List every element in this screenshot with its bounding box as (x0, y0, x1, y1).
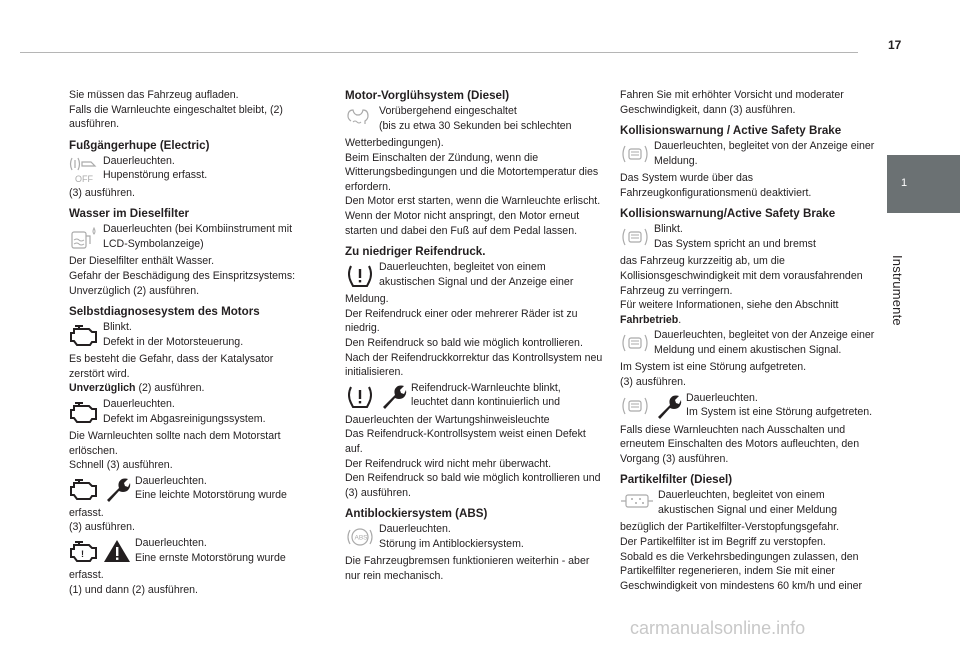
warning-entry (345, 381, 603, 501)
tyre-pressure-icon (345, 262, 375, 292)
text: Der Dieselfilter enthält Wasser. (69, 255, 215, 268)
collision-and-wrench-icons (620, 393, 682, 423)
page-number: 17 (888, 38, 902, 52)
column-1 (69, 88, 309, 597)
text: Den Reifendruck so bald wie möglich kontrollieren und (3) ausführen. (345, 472, 601, 499)
text: Nach der Reifendruckkorrektur das Kontrollsystem neu initialisieren. (345, 351, 603, 379)
text: Fahren Sie mit erhöhter Vorsicht und moderater Geschwindigkeit, dann (3) ausführen. (620, 89, 844, 116)
section-heading: Wasser im Dieselfilter (69, 207, 190, 221)
engine-and-warning-icons (69, 538, 131, 568)
text: Den Motor erst starten, wenn die Warnleuchte erlischt. (345, 195, 601, 208)
text: Störung im Antiblockiersystem. (379, 537, 524, 550)
text: Der Reifendruck einer oder mehrerer Räder ist zu niedrig. (345, 307, 578, 335)
text: Sobald es die Verkehrsbedingungen zulassen, den Partikelfilter regenerieren, indem Sie mit einer Geschwindigkeit von mindestens 60 km/h und einer (620, 550, 863, 592)
text: Dauerleuchten. (103, 154, 175, 167)
text: Vorübergehend eingeschaltet (379, 105, 517, 117)
text: das Fahrzeug kurzzeitig ab, um die Kollisionsgeschwindigkeit mit dem vorausfahrenden Fahrzeug zu verringern. (620, 255, 863, 297)
text: (1) und dann (2) ausführen. (69, 583, 198, 596)
text: leuchtet dann kontinuierlich und (411, 396, 561, 409)
engine-and-wrench-icons (69, 476, 131, 506)
text: Der Partikelfilter ist im Begriff zu verstopfen. (620, 535, 826, 548)
warning-entry (620, 488, 882, 593)
tyre-and-wrench-icons (345, 383, 407, 413)
text: Dauerleuchten, begleitet von einem (658, 489, 825, 502)
watermark: carmanualsonline.info (630, 618, 806, 638)
svg-text:ABS: ABS (354, 534, 368, 542)
svg-text:!: ! (81, 548, 84, 559)
warning-entry (69, 154, 309, 201)
text: Dauerleuchten. (103, 397, 175, 410)
text: Im System ist eine Störung aufgetreten. (686, 406, 873, 419)
section-heading: Zu niedriger Reifendruck. (345, 245, 486, 259)
text: Schnell (3) ausführen. (69, 459, 173, 472)
section-heading: Selbstdiagnosesystem des Motors (69, 305, 260, 319)
text: Dauerleuchten. (135, 474, 207, 487)
text: akustischen Signal und der Anzeige einer (379, 275, 574, 288)
warning-entry (345, 260, 603, 380)
text: Dauerleuchten, begleitet von der Anzeige einer (654, 140, 875, 153)
text: Im System ist eine Störung aufgetreten. (620, 361, 807, 374)
cross-reference: Fahrbetrieb (620, 313, 679, 326)
svg-text:OFF: OFF (75, 173, 93, 184)
wrench-icon (379, 383, 407, 411)
text: Dauerleuchten (bei Kombiinstrument mit LCD-Symbolanzeige) (103, 223, 293, 250)
text: Falls diese Warnleuchten nach Ausschalten und erneutem Einschalten des Motors aufleuchten, den Vorgang (3) ausführen. (620, 423, 860, 465)
top-divider (20, 52, 858, 53)
text: Dauerleuchten, begleitet von der Anzeige einer (654, 329, 875, 342)
text: Dauerleuchten, begleitet von einem (379, 261, 546, 274)
section-heading: Motor-Vorglühsystem (Diesel) (345, 89, 510, 102)
text: (3) ausführen. (620, 375, 686, 388)
collision-warning-icon (620, 141, 650, 171)
text: Sie müssen das Fahrzeug aufladen. (69, 89, 239, 101)
section-heading: Kollisionswarnung/Active Safety Brake (620, 207, 836, 221)
text (69, 381, 309, 396)
column-2 (345, 88, 603, 583)
text: Meldung. (654, 154, 698, 167)
text: Eine leichte Motorstörung wurde (135, 489, 287, 502)
text: Hupenstörung erfasst. (103, 169, 208, 182)
engine-icon (69, 538, 99, 564)
collision-warning-icon (620, 224, 650, 254)
text: Die Fahrzeugbremsen funktionieren weiterhin - aber nur rein mechanisch. (345, 555, 590, 582)
text: akustischen Signal und einer Meldung (658, 503, 838, 516)
warning-entry (69, 320, 309, 396)
text: Dauerleuchten. (379, 523, 451, 536)
warning-triangle-icon (103, 538, 131, 564)
particle-filter-icon (620, 490, 654, 520)
text: Blinkt. (654, 223, 683, 236)
text: Meldung und einem akustischen Signal. (654, 343, 842, 356)
text: Wetterbedingungen). (345, 137, 444, 149)
text: Das Reifendruck-Kontrollsystem weist einen Defekt auf. (345, 428, 586, 455)
section-heading: Antiblockiersystem (ABS) (345, 507, 488, 521)
warning-entry (620, 139, 882, 200)
warning-entry (69, 222, 309, 298)
tyre-pressure-icon (345, 383, 375, 411)
engine-icon (69, 476, 99, 502)
column-3 (620, 88, 882, 593)
text: Dauerleuchten der Wartungshinweisleuchte (345, 413, 550, 426)
section-heading: Kollisionswarnung / Active Safety Brake (620, 124, 842, 138)
text: erfasst. (69, 568, 104, 581)
text: Defekt in der Motorsteuerung. (103, 335, 244, 348)
chapter-tab-number: 1 (900, 177, 908, 189)
water-in-fuel-icon (69, 224, 99, 254)
text: Meldung. (345, 293, 389, 306)
text: Dauerleuchten. (135, 536, 207, 549)
text: erfasst. (69, 506, 104, 519)
engine-icon (69, 322, 99, 352)
warning-entry (620, 328, 882, 389)
text: Der Reifendruck wird nicht mehr überwacht. (345, 457, 552, 470)
warning-entry (620, 391, 882, 467)
text: Die Warnleuchten sollte nach dem Motorstart erlöschen. (69, 429, 281, 457)
section-heading: Partikelfilter (Diesel) (620, 473, 733, 487)
horn-off-icon (69, 156, 99, 186)
text: Den Reifendruck so bald wie möglich kontrollieren. (345, 336, 583, 349)
text: Wenn der Motor nicht anspringt, den Motor erneut starten und dabei den Fuß auf dem Pedal lassen. (345, 209, 580, 237)
text: Dauerleuchten. (686, 391, 758, 404)
warning-entry (345, 522, 603, 583)
engine-icon (69, 399, 99, 429)
text: Das System spricht an und bremst (654, 237, 816, 250)
text: Das System wurde über das Fahrzeugkonfigurationsmenü deaktiviert. (620, 172, 812, 199)
text: Für weitere Informationen, siehe den Abschnitt (620, 299, 839, 312)
text: (bis zu etwa 30 Sekunden bei schlechten (379, 119, 572, 132)
text: Gefahr der Beschädigung des Einspritzsystems: Unverzüglich (2) ausführen. (69, 269, 296, 297)
glow-plug-icon (345, 106, 375, 136)
emphasis: Unverzüglich (69, 382, 136, 395)
text: Eine ernste Motorstörung wurde (135, 551, 286, 564)
collision-warning-icon (620, 330, 650, 360)
warning-entry (620, 222, 882, 327)
text: Beim Einschalten der Zündung, wenn die Witterungsbedingungen und die Motortemperatur dies erfordern. (345, 151, 599, 193)
chapter-label: Instrumente (890, 255, 905, 326)
warning-entry (69, 397, 309, 473)
warning-entry (69, 536, 309, 597)
text: bezüglich der Partikelfilter-Verstopfungsgefahr. (620, 521, 840, 534)
text: Falls die Warnleuchte eingeschaltet bleibt, (2) ausführen. (69, 103, 283, 131)
warning-entry (345, 104, 603, 238)
text: Reifendruck-Warnleuchte blinkt, (411, 381, 561, 394)
text: (3) ausführen. (69, 521, 135, 534)
collision-warning-icon (620, 393, 650, 419)
warning-entry (69, 474, 309, 535)
text: Defekt im Abgasreinigungssystem. (103, 412, 266, 425)
wrench-icon (654, 393, 682, 421)
text: Es besteht die Gefahr, dass der Katalysator zerstört wird. (69, 353, 274, 380)
text: (2) ausführen. (135, 382, 205, 395)
wrench-icon (103, 476, 131, 504)
text: Blinkt. (103, 321, 132, 334)
section-heading: Fußgängerhupe (Electric) (69, 138, 210, 152)
text: (3) ausführen. (69, 186, 135, 199)
abs-icon (345, 524, 375, 554)
text: Fahrbetrieb. (620, 313, 682, 326)
